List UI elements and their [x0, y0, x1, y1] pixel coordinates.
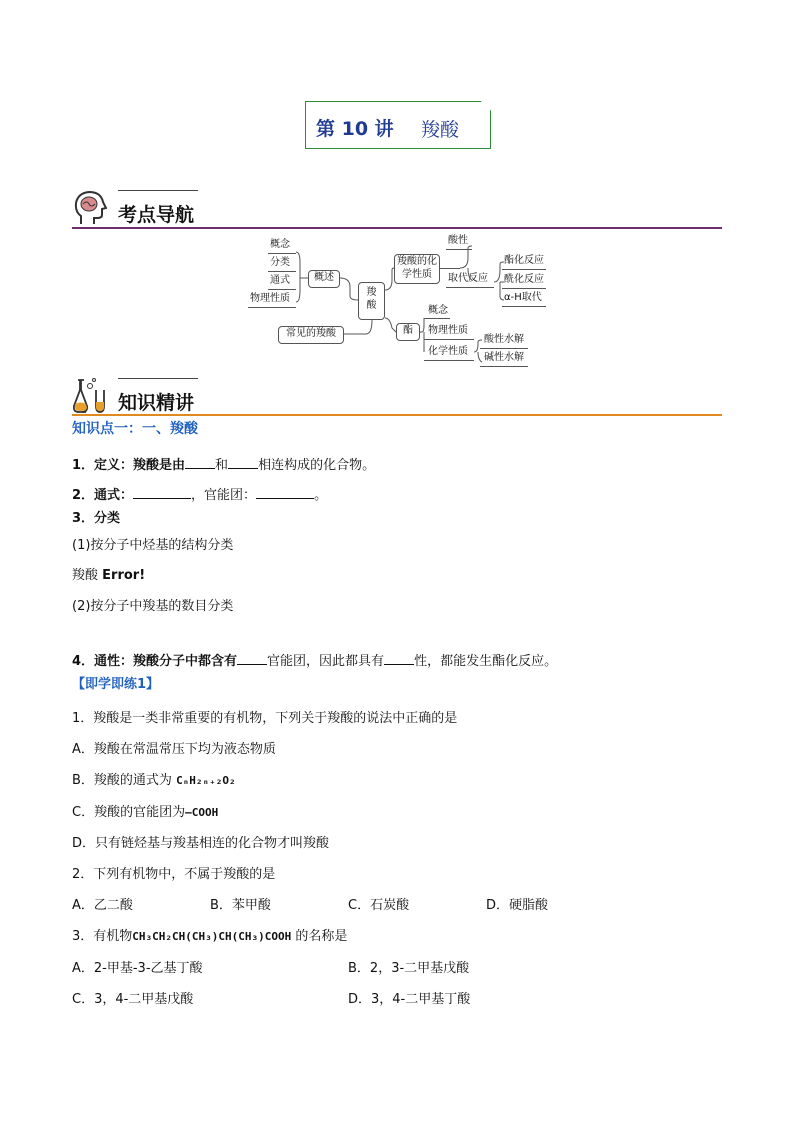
blank-6[interactable]: [384, 652, 414, 665]
q2-option-c: C．石炭酸: [348, 898, 410, 913]
blank-5[interactable]: [237, 652, 267, 665]
mindmap-ester-item-3: 化学性质: [428, 346, 468, 357]
q2-option-d: D．硬脂酸: [486, 898, 549, 913]
q3-option-b: B．2，3-二甲基戊酸: [348, 961, 470, 976]
q1-option-d: D．只有链烃基与羧基相连的化合物才叫羧酸: [72, 836, 330, 851]
knowledge-section-top-line: [118, 378, 198, 379]
blank-3[interactable]: [133, 486, 191, 499]
mindmap-sub-item-3: α-H取代: [504, 292, 542, 303]
mindmap-ester-box: 酯: [396, 323, 420, 341]
mindmap-acidity: 酸性: [448, 235, 468, 246]
q3-option-d: D．3，4-二甲基丁酸: [348, 992, 471, 1007]
mindmap: [0, 0, 794, 380]
classify-heading: 3．分类: [72, 511, 121, 526]
q2-option-b: B．苯甲酸: [210, 898, 271, 913]
formula-line: 2．通式： ，官能团： 。: [72, 488, 328, 503]
nav-section-title: 考点导航: [118, 204, 195, 226]
mindmap-left-item-3: 通式: [270, 275, 290, 286]
mindmap-overview-box: 概述: [308, 270, 340, 288]
q1-option-b: B．羧酸的通式为 CₙH₂ₙ₊₂O₂: [72, 773, 236, 788]
knowledge-section-title: 知识精讲: [118, 392, 195, 414]
q3-option-c: C．3，4-二甲基戊酸: [72, 992, 194, 1007]
mindmap-sub-item-1: 酯化反应: [504, 255, 544, 266]
definition-line: 1．定义：羧酸是由 和 相连构成的化合物。: [72, 458, 376, 473]
blank-4[interactable]: [256, 486, 314, 499]
classify-2: (2)按分子中羧基的数目分类: [72, 599, 234, 614]
mindmap-common-acids-box: 常见的羧酸: [278, 326, 344, 344]
mindmap-ester-item-2: 物理性质: [428, 325, 468, 336]
question-3: 3．有机物CH₃CH₂CH(CH₃)CH(CH₃)COOH 的名称是: [72, 929, 348, 944]
q1-option-a: A．羧酸在常温常压下均为液态物质: [72, 742, 276, 757]
lecture-topic: 羧酸: [421, 119, 460, 141]
blank-2[interactable]: [228, 456, 258, 469]
practice-header: 【即学即练1】: [72, 677, 160, 692]
blank-1[interactable]: [185, 456, 215, 469]
knowledge-section-divider: [72, 414, 722, 416]
question-2: 2．下列有机物中，不属于羧酸的是: [72, 867, 276, 882]
flask-icon: [72, 376, 110, 414]
question-1: 1．羧酸是一类非常重要的有机物，下列关于羧酸的说法中正确的是: [72, 711, 458, 726]
mindmap-sub-item-2: 酰化反应: [504, 274, 544, 285]
mindmap-chem-prop-box: 羧酸的化 学性质: [394, 254, 440, 284]
lecture-number: 第 10 讲: [316, 118, 394, 140]
mindmap-ester-item-1: 概念: [428, 305, 448, 316]
classify-1: (1)按分子中烃基的结构分类: [72, 538, 234, 553]
q1-option-c: C．羧酸的官能团为—COOH: [72, 805, 219, 820]
mindmap-left-item-2: 分类: [270, 257, 290, 268]
mindmap-left-item-4: 物理性质: [250, 293, 290, 304]
mindmap-hydrolysis-base: 碱性水解: [484, 352, 524, 363]
q3-option-a: A．2-甲基-3-乙基丁酸: [72, 961, 203, 976]
property-line: 4．通性：羧酸分子中都含有 官能团，因此都具有 性，都能发生酯化反应。: [72, 654, 558, 669]
knowledge-point-heading: 知识点一：一、羧酸: [72, 421, 198, 437]
mindmap-center-box: 羧 酸: [358, 282, 385, 320]
mindmap-left-item-1: 概念: [270, 239, 290, 250]
error-line: 羧酸 Error!: [72, 568, 146, 583]
q2-option-a: A．乙二酸: [72, 898, 133, 913]
mindmap-substitution: 取代反应: [448, 273, 488, 284]
mindmap-hydrolysis-acid: 酸性水解: [484, 334, 524, 345]
